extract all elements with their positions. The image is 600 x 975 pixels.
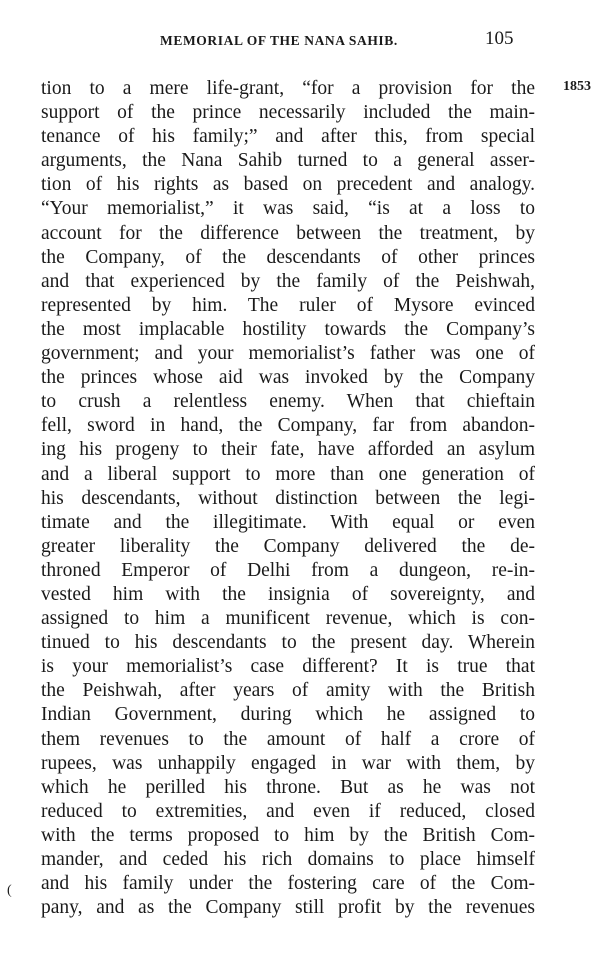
text-line: the princes whose aid was invoked by the Company xyxy=(41,367,535,389)
text-line: tion to a mere life-grant, “for a provision for the xyxy=(41,78,535,99)
text-line: to crush a relentless enemy. When that chieftain xyxy=(41,391,535,413)
text-line: the Peishwah, after years of amity with the British xyxy=(41,680,535,702)
text-line: government; and your memorialist’s father was one of xyxy=(41,343,535,365)
text-line: ing his progeny to their fate, have afforded an asylum xyxy=(41,439,535,461)
text-line: “Your memorialist,” it was said, “is at a loss to xyxy=(41,198,535,220)
text-line: fell, sword in hand, the Company, far from abandon- xyxy=(41,415,535,437)
text-line: the Company, of the descendants of other princes xyxy=(41,246,535,268)
text-line: the most implacable hostility towards the Company’s xyxy=(41,318,535,340)
text-line: timate and the illegitimate. With equal or even xyxy=(41,511,535,533)
text-line: tinued to his descendants to the present day. Wherein xyxy=(41,632,535,654)
margin-mark: ( xyxy=(7,883,12,898)
text-line: with the terms proposed to him by the British Com- xyxy=(41,824,535,846)
text-line: pany, and as the Company still profit by the revenues xyxy=(41,897,535,919)
text-line: mander, and ceded his rich domains to place himself xyxy=(41,849,535,870)
text-line: reduced to extremities, and even if reduced, closed xyxy=(41,800,535,822)
text-line: Indian Government, during which he assigned to xyxy=(41,704,535,726)
text-line: is your memorialist’s case different? It is true that xyxy=(41,656,535,678)
body-text xyxy=(41,77,535,920)
text-line: which he perilled his throne. But as he was not xyxy=(41,776,535,798)
text-line: and that experienced by the family of the Peishwah, xyxy=(41,270,535,292)
text-line: and his family under the fostering care of the Com- xyxy=(41,873,535,895)
text-line: vested him with the insignia of sovereignty, and xyxy=(41,583,535,605)
text-line: assigned to him a munificent revenue, which is con- xyxy=(41,608,535,630)
text-line: account for the difference between the treatment, by xyxy=(41,222,535,244)
text-line: arguments, the Nana Sahib turned to a general asser- xyxy=(41,150,535,172)
text-line: represented by him. The ruler of Mysore evinced xyxy=(41,294,535,316)
text-line: tion of his rights as based on precedent and analogy. xyxy=(41,174,535,196)
text-line: and a liberal support to more than one generation of xyxy=(41,463,535,485)
running-title: MEMORIAL OF THE NANA SAHIB. xyxy=(160,33,398,48)
text-line: his descendants, without distinction between the legi- xyxy=(41,487,535,509)
text-line: support of the prince necessarily included the main- xyxy=(41,102,535,124)
text-line: rupees, was unhappily engaged in war with them, by xyxy=(41,752,535,774)
text-line: throned Emperor of Delhi from a dungeon, re-in- xyxy=(41,559,535,581)
margin-year-note: 1853 xyxy=(563,79,591,94)
text-line: them revenues to the amount of half a crore of xyxy=(41,728,535,750)
page-number: 105 xyxy=(485,28,514,49)
text-line: tenance of his family;” and after this, from special xyxy=(41,126,535,148)
text-line: greater liberality the Company delivered the de- xyxy=(41,535,535,557)
